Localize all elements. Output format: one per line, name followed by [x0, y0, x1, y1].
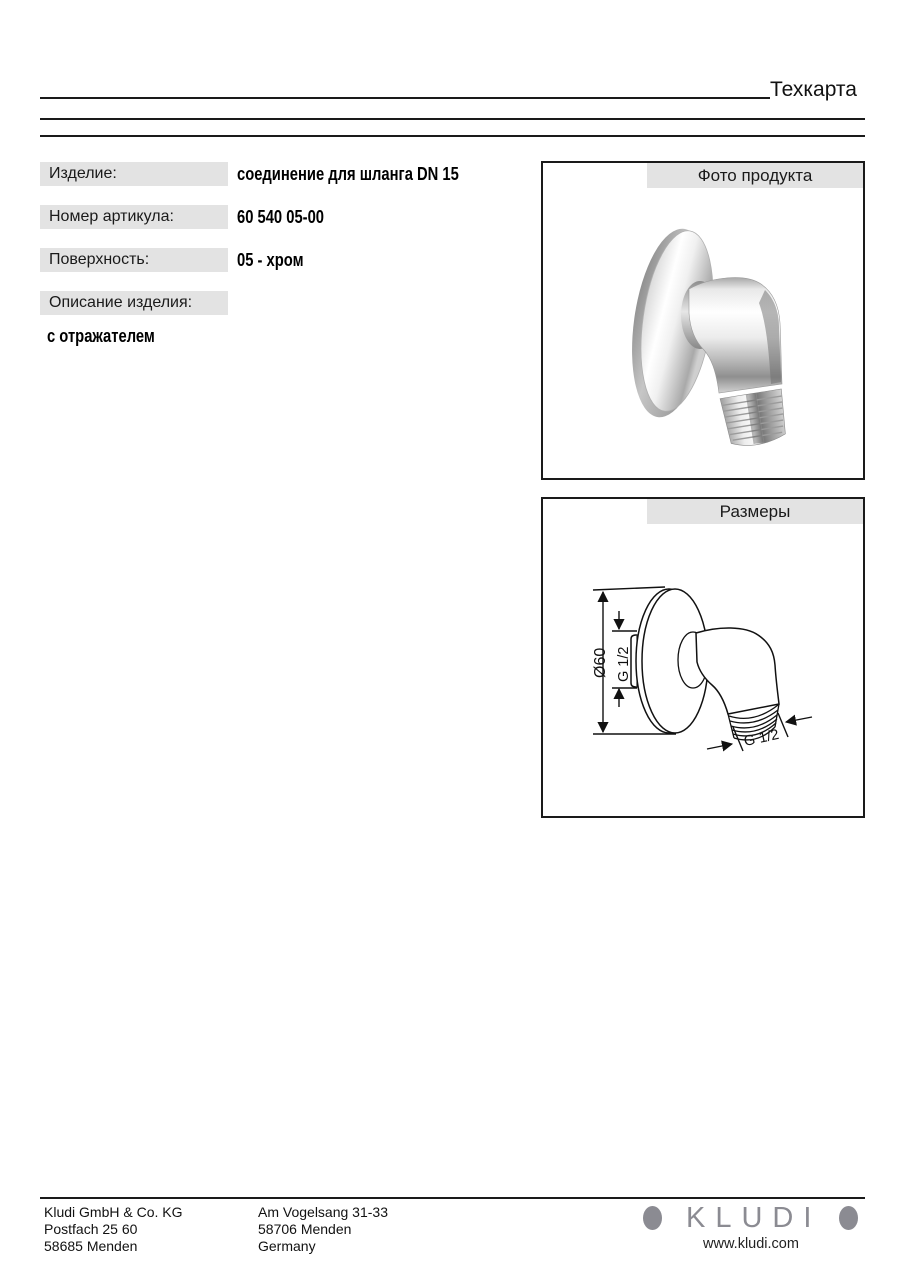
- footer-company-block: [44, 1204, 183, 1255]
- dimension-drawing: [543, 499, 863, 816]
- field-value-article: [237, 205, 343, 229]
- dimensions-box-title: Размеры: [647, 499, 863, 524]
- header-underline: [40, 97, 770, 99]
- header-rule-2: [40, 135, 865, 137]
- footer-street: Am Vogelsang 31-33: [258, 1204, 388, 1220]
- dimensions-box: [541, 497, 865, 818]
- dimension-diameter-label: Ø60: [592, 647, 609, 678]
- website-link[interactable]: www.kludi.com: [703, 1236, 799, 1252]
- footer-company-city: 58685 Menden: [44, 1238, 138, 1254]
- footer-city: 58706 Menden: [258, 1221, 352, 1237]
- field-value-surface: [237, 248, 318, 272]
- field-label-product: Изделие:: [40, 162, 228, 186]
- threaded-end: [720, 389, 789, 449]
- field-value-text: 05 - хром: [237, 250, 304, 270]
- footer-company-name: Kludi GmbH & Co. KG: [44, 1204, 183, 1220]
- kludi-logo: KLUDI: [686, 1202, 822, 1234]
- footer-rule: [40, 1197, 865, 1199]
- dimension-outlet-thread-label: G 1/2: [742, 726, 781, 750]
- field-label-surface: Поверхность:: [40, 248, 228, 272]
- product-description-text: с отражателем: [47, 326, 155, 346]
- field-value-text: 60 540 05-00: [237, 207, 324, 227]
- product-description: [47, 326, 178, 347]
- footer-company-pobox: Postfach 25 60: [44, 1221, 138, 1237]
- photo-box-title: Фото продукта: [647, 163, 863, 188]
- header-rule-1: [40, 118, 865, 120]
- field-value-product: [237, 162, 508, 186]
- page-title: Техкарта: [770, 78, 857, 101]
- field-label-article: Номер артикула:: [40, 205, 228, 229]
- field-label-description: Описание изделия:: [40, 291, 228, 315]
- product-photo-box: [541, 161, 865, 480]
- product-photo: [543, 163, 863, 478]
- logo-dot-right: [839, 1206, 858, 1230]
- footer-address-block: [258, 1204, 388, 1255]
- field-value-text: соединение для шланга DN 15: [237, 164, 459, 184]
- dimension-wall-thread-label: G 1/2: [616, 646, 632, 682]
- elbow-outline: [696, 628, 779, 714]
- logo-dot-left: [643, 1206, 662, 1230]
- footer-country: Germany: [258, 1238, 316, 1254]
